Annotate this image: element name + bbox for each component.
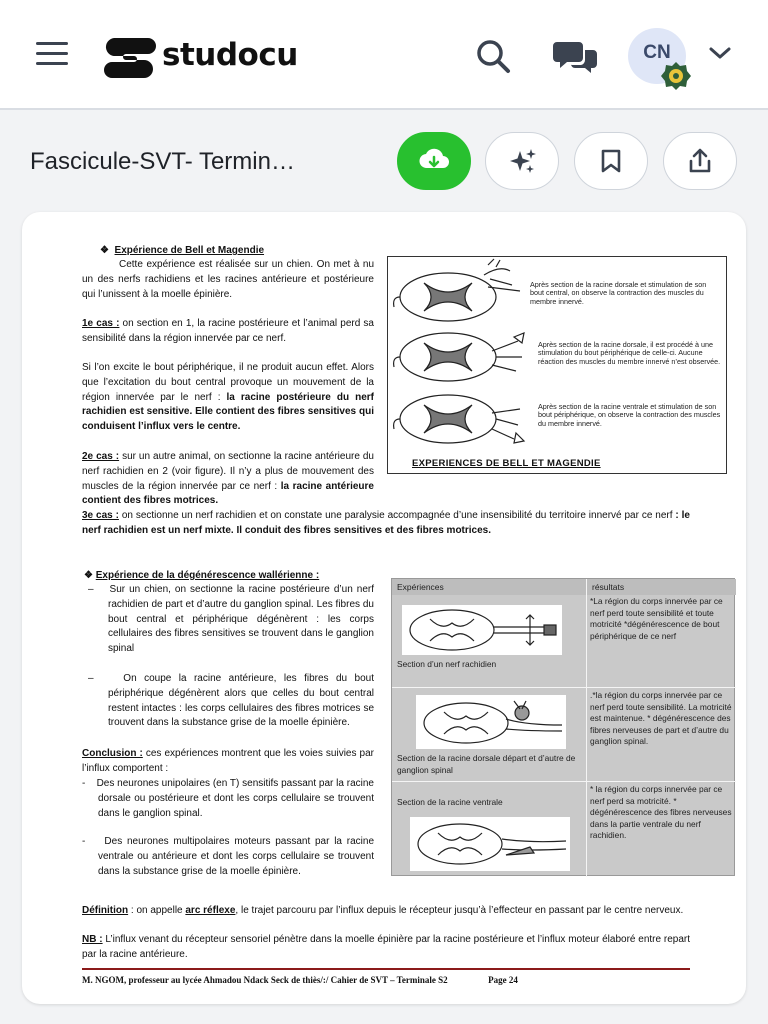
wallerian-bullet-2: – On coupe la racine antérieure, les fibres du bout périphérique dégénèrent alors que celles du bout central restent intactes : les corps cellulaires des fibres motrices se trouvent dans la substance grise de la moelle épinière. [88,673,374,729]
case3-label: 3e cas : [82,510,119,521]
section2-heading: ❖ Expérience de la dégénérescence wallérienne : [84,570,320,581]
conclusion-label: Conclusion : [82,748,143,759]
case2-paragraph-a [82,450,374,509]
row3-label: Section de la racine ventrale [397,797,503,807]
conclusion-paragraph: Conclusion : ces expériences montrent que les voies suivies par l’influx comportent : [82,748,374,774]
case2-text: sur un autre animal, on sectionne la racine antérieure du nerf rachidien en 2 (voir figure). Il n’y a plus de mouvement des muscles de la région innervée par ce nerf : [82,451,374,492]
nb-paragraph: NB : L’influx venant du récepteur sensoriel pénètre dans la moelle épinière par la racine postérieure et l’influx moteur élaboré entre repart par la racine antérieure. [82,934,690,960]
case1-more: Si l’on excite le bout périphérique, il ne produit aucun effet. Alors que l’excitation du bout central provoque un mouvement de la région innervée par le nerf : [82,362,374,403]
conclusion-dash-2: - Des neurones multipolaires moteurs passant par la racine ventrale ou antérieure et dont les corps cellulaire se trouvent dans la substance grise de la moelle épinière. [82,836,375,877]
figure-note-2: Après section de la racine dorsale, il est procédé à une stimulation du bout périphérique de celle-ci. Aucune réaction des muscles du membre innervé n’est observée. [538,340,721,366]
search-icon[interactable] [474,37,512,75]
case3-text: on sectionne un nerf rachidien et on constate une paralysie accompagnée d’une insensibilité du territoire innervé par ce nerf [118,510,676,521]
chat-bubbles-icon[interactable] [553,38,597,74]
document-page [22,212,746,1004]
gear-badge-icon [661,61,691,91]
row2-dorsal-root-diagram [416,695,566,749]
chevron-down-icon[interactable] [708,44,732,62]
nb-label: NB : [82,934,103,945]
hamburger-menu-icon[interactable] [36,42,68,68]
studocu-logo[interactable] [104,30,298,80]
case1-bold2: . Elle contient des fibres sensitives qui conduisent l’influx vers le centre. [82,406,374,433]
page-number: Page 24 [488,975,518,985]
document-content [22,212,746,1004]
top-app-bar [0,0,768,110]
row2-result: .*la région du corps innervée par ce nerf perd toute sensibilité. La motricité est maintenue. * dégénérescence des fibres nerveuses de part et d’autre du ganglion spinal. [590,690,732,747]
avatar-initials: CN [643,42,671,63]
table-header-results: résultats [587,579,736,595]
section1-heading: ❖ Expérience de Bell et Magendie [100,245,265,256]
row3-result: * la région du corps innervée par ce nerf perd sa motricité. * dégénérescence des fibres nerveuses dans la partie ventrale du nerf rachidien. [590,784,732,841]
document-toolbar [0,112,768,214]
save-bookmark-button[interactable] [574,132,648,190]
figure-caption: EXPERIENCES DE BELL ET MAGENDIE [412,458,601,469]
download-button[interactable] [397,132,471,190]
page-footer [82,973,518,988]
table-divider-vertical [586,579,587,877]
table-header-experiences: Expériences [392,579,586,595]
case3-paragraph [82,509,690,539]
row1-result: *La région du corps innervée par ce nerf perd toute sensibilité et toute motricité *dégénérescence de bout périphérique de ce nerf [590,596,723,641]
share-icon [687,147,713,175]
case2-bold: la racine antérieure contient des fibres motrices. [82,480,374,507]
figure-note-1: Après section de la racine dorsale et stimulation de son bout central, on observe la contraction des muscles du membre innervé. [530,280,707,306]
case1-text: on section en 1, la racine postérieure et l’animal perd sa sensibilité dans la région innervée par ce nerf. [82,318,374,344]
case3-bold: : le nerf rachidien est un nerf mixte. Il conduit des fibres sensitives et des fibres motrices. [82,510,690,536]
wallerian-bullet-1: – Sur un chien, on sectionne la racine postérieure d’un nerf rachidien de part et d’autre du ganglion spinal. Les fibres du bout central et périphérique dégénèrent : les corps cellulaires des fibres sensitives se trouvent dans le ganglion spinal [88,584,374,655]
diamond-bullet-icon: ❖ [84,570,96,581]
row3-ventral-root-diagram [410,817,570,871]
dash-bullet: – [88,584,110,595]
table-divider-row1 [392,687,736,688]
share-button[interactable] [663,132,737,190]
row1-nerve-section-diagram [402,605,562,655]
table-divider-row2 [392,781,736,782]
sparkles-icon [507,147,537,175]
dash-bullet: – [88,673,124,684]
ai-assistant-button[interactable] [485,132,559,190]
case1-more-paragraph [82,361,374,435]
avatar[interactable] [628,28,686,84]
definition-term: arc réflexe [185,905,236,916]
definition-paragraph: Définition : on appelle arc réflexe, le trajet parcouru par l’influx depuis le récepteur jusqu’à l’effecteur en passant par le centre nerveux. [82,905,684,916]
row2-label: Section de la racine dorsale départ et d’autre de ganglion spinal [397,753,576,775]
figure-note-3: Après section de la racine ventrale et stimulation de son bout périphérique, on observe la contraction des muscles du membre innervé. [538,402,721,428]
conclusion-dash-1: - Des neurones unipolaires (en T) sensitifs passant par la racine dorsale ou postérieure et dont les corps cellulaire se trouvent dans le ganglion spinal. [82,778,374,819]
studocu-logo-mark-icon [104,32,158,78]
case1-bold: la racine postérieure du nerf rachidien est sensitive [82,391,374,418]
bell-magendie-figure [387,256,727,474]
wallerian-results-table [391,578,735,876]
definition-label: Définition [82,905,129,916]
logo-text: studocu [162,37,298,73]
cloud-download-icon [419,148,449,174]
footer-rule [82,968,690,970]
section1-intro: Cette expérience est réalisée sur un chien. On met à nu un des nerfs rachidiens et les racines antérieure et postérieure qui l’unissent à la moelle épinière. [82,259,374,300]
row1-label: Section d’un nerf rachidien [397,659,497,669]
case1-label: 1e cas : [82,318,120,329]
case2-label: 2e cas : [82,451,120,462]
diamond-bullet-icon: ❖ [100,245,115,256]
footer-left: M. NGOM, professeur au lycée Ahmadou Ndack Seck de thiès/:/ Cahier de SVT – Terminale S2 [82,975,448,985]
case1-paragraph [82,317,374,347]
bookmark-icon [600,148,622,174]
document-title[interactable]: Fascicule-SVT- Termin… [30,148,295,175]
